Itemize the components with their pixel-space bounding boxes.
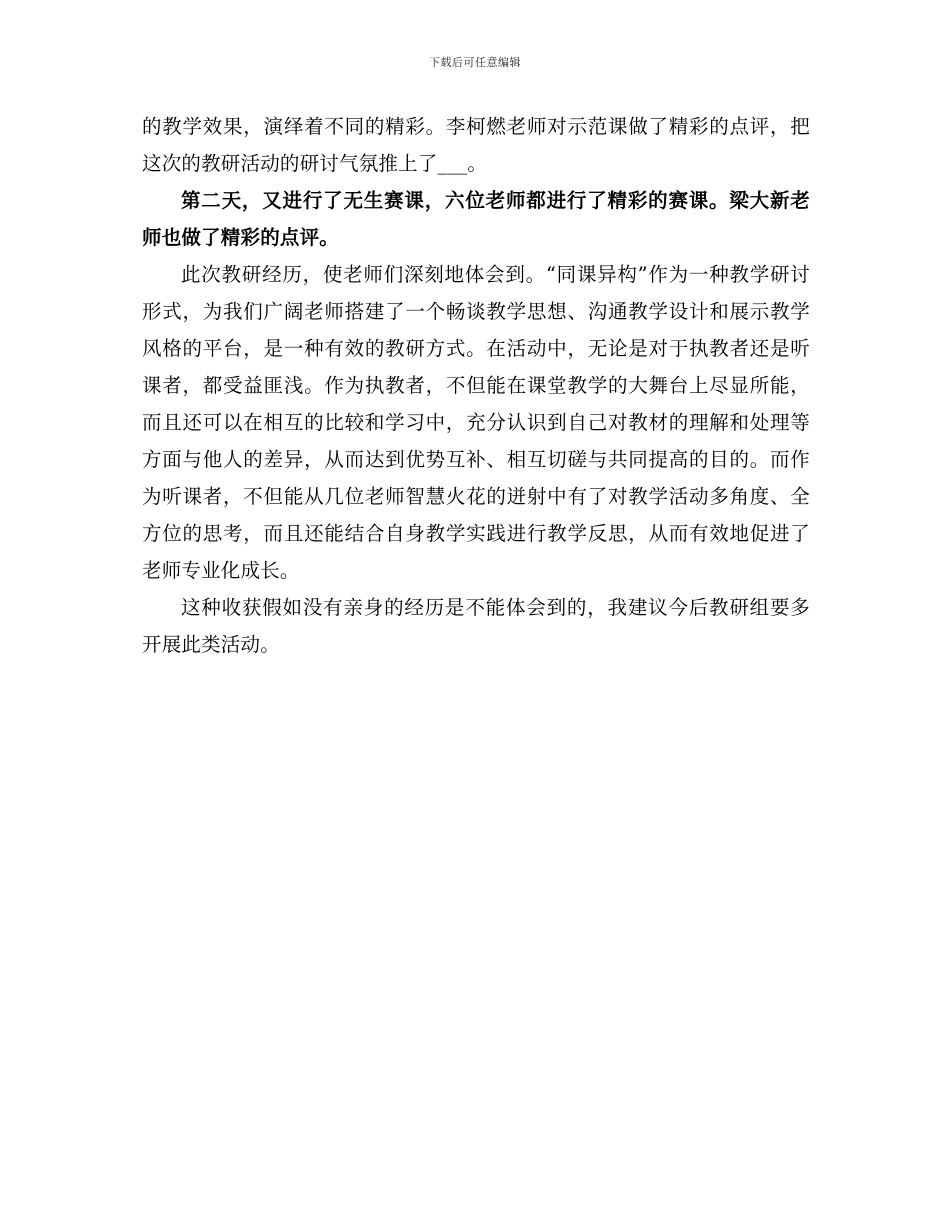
paragraph-3: 此次教研经历，使老师们深刻地体会到。“同课异构”作为一种教学研讨形式，为我们广阔老师搭建了一个畅谈教学思想、沟通教学设计和展示教学风格的平台，是一种有效的教研方式。在活动中，无论是对于执教者还是听课者，都受益匪浅。作为执教者，不但能在课堂教学的大舞台上尽显所能，而且还可以在相互的比较和学习中，充分认识到自己对教材的理解和处理等方面与他人的差异，从而达到优势互补、相互切磋与共同提高的目的。而作为听课者，不但能从几位老师智慧火花的迸射中有了对教学活动多角度、全方位的思考，而且还能结合自身教学实践进行教学反思，从而有效地促进了老师专业化成长。 bbox=[142, 263, 810, 582]
page-header: 下载后可任意编辑 bbox=[429, 56, 521, 69]
paragraph-1: 的教学效果，演绎着不同的精彩。李柯燃老师对示范课做了精彩的点评，把这次的教研活动的研讨气氛推上了___。 bbox=[142, 115, 810, 175]
paragraph-2-bold: 第二天，又进行了无生赛课，六位老师都进行了精彩的赛课。梁大新老师也做了精彩的点评。 bbox=[142, 189, 810, 249]
paragraph-4: 这种收获假如没有亲身的经历是不能体会到的，我建议今后教研组要多开展此类活动。 bbox=[142, 596, 810, 656]
document-body bbox=[142, 108, 810, 663]
